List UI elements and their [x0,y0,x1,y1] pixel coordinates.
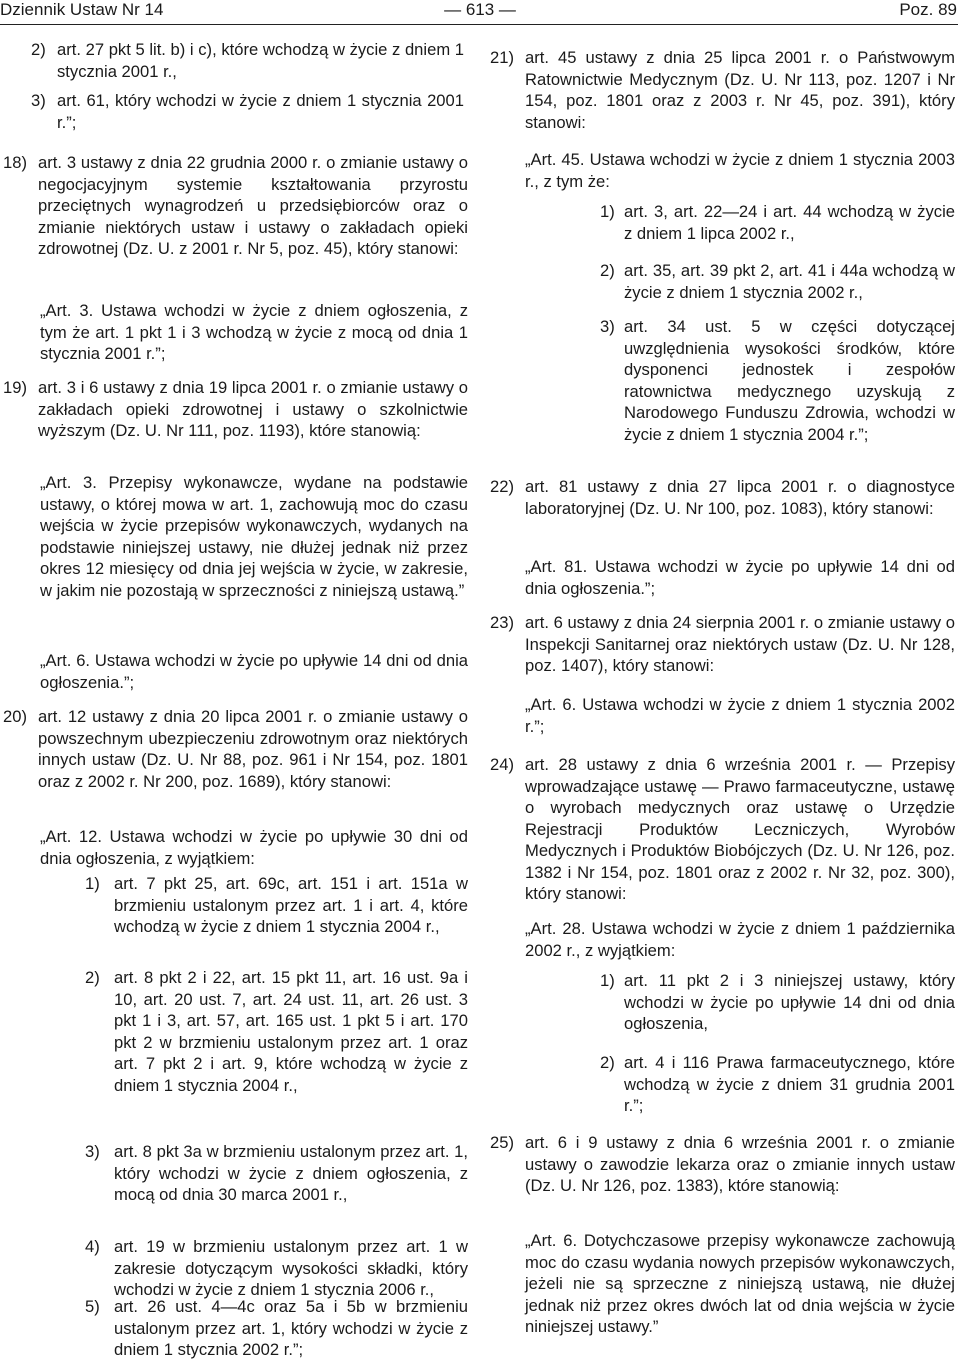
item-number: 3) [85,1142,100,1161]
quote: „Art. 28. Ustawa wchodzi w życie z dniem 1 października 2002 r., z wyjątkiem: [525,919,955,960]
item-number: 2) [31,40,46,59]
quote: „Art. 6. Dotychczasowe przepisy wykonawcze zachowują moc do czasu wydania nowych przepisów wykonawczych, jeżeli nie są sprzeczne z niniejszą ustawą, nie dłużej jednak niż przez okres dwóch lat od dnia wejścia w życie niniejszej ustawy.” [525,1231,955,1336]
page-header [0,0,960,20]
quote: „Art. 3. Ustawa wchodzi w życie z dniem ogłoszenia, z tym że art. 1 pkt 1 i 3 wchodzą w życie z mocą od dnia 1 stycznia 2001 r.”; [40,301,468,363]
paragraph: art. 6 ustawy z dnia 24 sierpnia 2001 r. o zmianie ustawy o Inspekcji Sanitarnej oraz niektórych ustaw (Dz. U. Nr 128, poz. 1407), który stanowi: [525,613,955,675]
position-number: Poz. 89 [899,0,957,19]
paragraph: art. 7 pkt 25, art. 69c, art. 151 i art. 151a w brzmieniu ustalonym przez art. 1 i art. 4, które wchodzą w życie z dniem 1 stycznia 2004 r., [114,874,468,936]
paragraph: art. 28 ustawy z dnia 6 września 2001 r. — Przepisy wprowadzające ustawę — Prawo farmaceutyczne, ustawę o wyrobach medycznych oraz ustawę o Urzędzie Rejestracji Produktów Leczniczych, Wyrobów Medycznych i Produktów Biobójczych (Dz. U. Nr 126, poz. 1382 i Nr 154, poz. 1801 oraz z 2002 r. Nr 32, poz. 300), który stanowi: [525,755,955,903]
item-number: 2) [600,261,615,280]
item-number: 19) [3,378,27,397]
quote: „Art. 45. Ustawa wchodzi w życie z dniem 1 stycznia 2003 r., z tym że: [525,150,955,191]
item-number: 1) [85,874,100,893]
paragraph: art. 35, art. 39 pkt 2, art. 41 i 44a wchodzą w życie z dniem 1 stycznia 2002 r., [624,261,955,302]
paragraph: art. 8 pkt 2 i 22, art. 15 pkt 11, art. 16 ust. 9a i 10, art. 20 ust. 7, art. 24 ust. 11, art. 26 ust. 3 pkt 1 i 3, art. 57, art. 165 ust. 1 pkt 5 i art. 170 pkt 2 w brzmieniu ustalonym przez art. 1 oraz art. 7 pkt 2 i art. 9, które wchodzą w życie z dniem 1 stycznia 2004 r., [114,968,468,1095]
item-number: 1) [600,971,615,990]
item-number: 24) [490,755,514,774]
paragraph: art. 8 pkt 3a w brzmieniu ustalonym przez art. 1, który wchodzi w życie z dniem ogłoszenia, z mocą od dnia 30 marca 2001 r., [114,1142,468,1204]
header-rule [0,24,958,25]
item-number: 25) [490,1133,514,1152]
paragraph: art. 81 ustawy z dnia 27 lipca 2001 r. o diagnostyce laboratoryjnej (Dz. U. Nr 100, poz. 1083), który stanowi: [525,477,955,518]
quote: „Art. 6. Ustawa wchodzi w życie po upływie 14 dni od dnia ogłoszenia.”; [40,651,468,692]
item-number: 3) [31,91,46,110]
item-number: 1) [600,202,615,221]
paragraph: art. 27 pkt 5 lit. b) i c), które wchodzą w życie z dniem 1 stycznia 2001 r., [57,40,464,81]
paragraph: art. 26 ust. 4—4c oraz 5a i 5b w brzmieniu ustalonym przez art. 1, który wchodzi w życie z dniem 1 stycznia 2002 r.”; [114,1297,468,1359]
paragraph: art. 11 pkt 2 i 3 niniejszej ustawy, który wchodzi w życie po upływie 14 dni od dnia ogłoszenia, [624,971,955,1033]
item-number: 18) [3,153,27,172]
item-number: 22) [490,477,514,496]
quote: „Art. 12. Ustawa wchodzi w życie po upływie 30 dni od dnia ogłoszenia, z wyjątkiem: [40,827,468,868]
quote: „Art. 81. Ustawa wchodzi w życie po upływie 14 dni od dnia ogłoszenia.”; [525,557,955,598]
paragraph: art. 6 i 9 ustawy z dnia 6 września 2001 r. o zmianie ustawy o zawodzie lekarza oraz o zmianie innych ustaw (Dz. U. Nr 126, poz. 1383), które stanowią: [525,1133,955,1195]
item-number: 21) [490,48,514,67]
paragraph: art. 45 ustawy z dnia 25 lipca 2001 r. o Państwowym Ratownictwie Medycznym (Dz. U. Nr 113, poz. 1207 i Nr 154, poz. 1801 oraz z 2003 r. Nr 45, poz. 391), który stanowi: [525,48,955,132]
paragraph: art. 3, art. 22—24 i art. 44 wchodzą w życie z dniem 1 lipca 2002 r., [624,202,955,243]
page-number: — 613 — [444,0,516,19]
quote: „Art. 6. Ustawa wchodzi w życie z dniem 1 stycznia 2002 r.”; [525,695,955,736]
paragraph: art. 12 ustawy z dnia 20 lipca 2001 r. o zmianie ustawy o powszechnym ubezpieczeniu zdrowotnym oraz niektórych innych ustaw (Dz. U. Nr 88, poz. 961 i Nr 154, poz. 1801 oraz z 2002 r. Nr 200, poz. 1689), który stanowi: [38,707,468,791]
item-number: 2) [600,1053,615,1072]
paragraph: art. 34 ust. 5 w części dotyczącej uwzględnienia wysokości środków, które dysponenci jednostek i zespołów ratownictwa medycznego uzyskują z Narodowego Funduszu Zdrowia, wchodzi w życie z dniem 1 stycznia 2004 r.”; [624,317,955,444]
item-number: 23) [490,613,514,632]
paragraph: art. 3 i 6 ustawy z dnia 19 lipca 2001 r. o zmianie ustawy o zakładach opieki zdrowotnej i ustawy o szkolnictwie wyższym (Dz. U. Nr 111, poz. 1193), które stanowią: [38,378,468,440]
quote: „Art. 3. Przepisy wykonawcze, wydane na podstawie ustawy, o której mowa w art. 1, zachowują moc do czasu wejścia w życie przepisów wykonawczych, wydanych na podstawie niniejszej ustawy, nie dłużej jednak niż przez okres 12 miesięcy od dnia jej wejścia w życie, w zakresie, w jakim nie pozostają w sprzeczności z niniejszą ustawą.” [40,473,468,600]
item-number: 4) [85,1237,100,1256]
item-number: 5) [85,1297,100,1316]
item-number: 3) [600,317,615,336]
paragraph: art. 19 w brzmieniu ustalonym przez art. 1 w zakresie dotyczącym wysokości składki, który wchodzi w życie z dniem 1 stycznia 2006 r., [114,1237,468,1299]
journal-title: Dziennik Ustaw Nr 14 [0,0,164,19]
paragraph: art. 61, który wchodzi w życie z dniem 1 stycznia 2001 r.”; [57,91,464,132]
paragraph: art. 3 ustawy z dnia 22 grudnia 2000 r. o zmianie ustawy o negocjacyjnym systemie kształtowania przyrostu przeciętnych wynagrodzeń u przedsiębiorców oraz o zmianie niektórych ustaw i ustawy o zakładach opieki zdrowotnej (Dz. U. z 2001 r. Nr 5, poz. 45), który stanowi: [38,153,468,258]
item-number: 20) [3,707,27,726]
paragraph: art. 4 i 116 Prawa farmaceutycznego, które wchodzą w życie z dniem 31 grudnia 2001 r.”; [624,1053,955,1115]
item-number: 2) [85,968,100,987]
